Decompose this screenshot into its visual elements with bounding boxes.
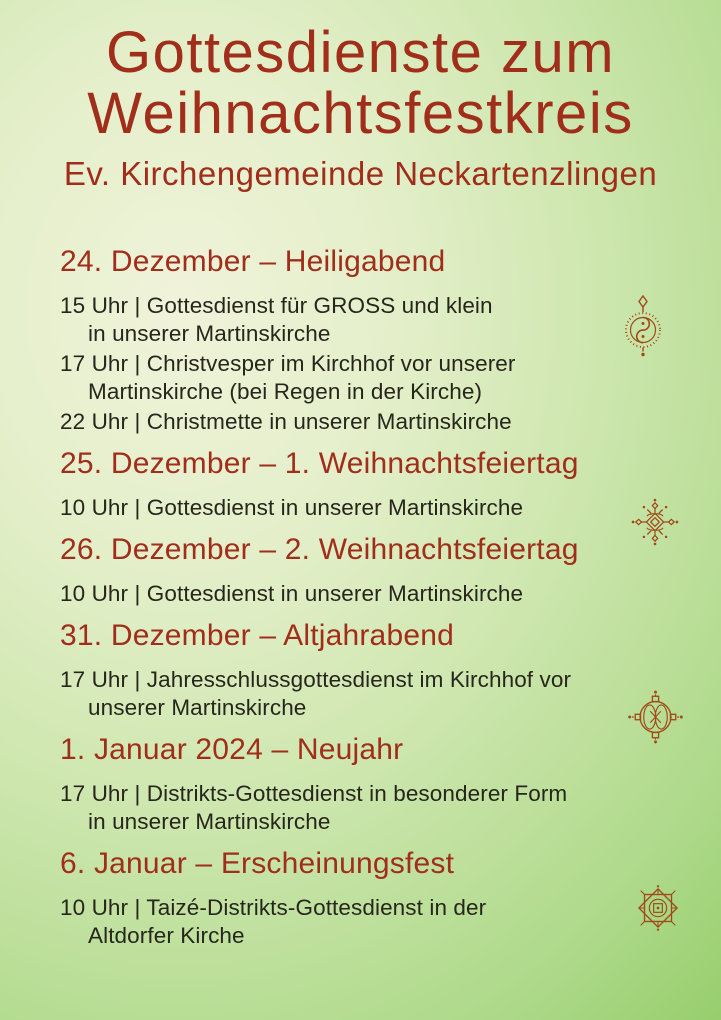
event-entry (60, 666, 660, 722)
event-heading: 6. Januar – Erscheinungsfest (60, 847, 455, 880)
event-heading: 25. Dezember – 1. Weihnachtsfeiertag (60, 447, 579, 480)
event-entry (60, 580, 660, 608)
event-heading: 24. Dezember – Heiligabend (60, 245, 446, 278)
poster-title (0, 22, 721, 144)
entry-line: 15 Uhr | Gottesdienst für GROSS und klein (60, 293, 493, 318)
title-line-2: Weihnachtsfestkreis (87, 81, 634, 146)
onion-mandala-ornament (616, 294, 670, 358)
event-section-erscheinungsfest (60, 846, 660, 950)
event-entry (60, 894, 660, 950)
event-heading: 26. Dezember – 2. Weihnachtsfeiertag (60, 533, 579, 566)
event-entry (60, 292, 660, 348)
entry-line: 10 Uhr | Taizé-Distrikts-Gottesdienst in der (60, 895, 487, 920)
title-line-1: Gottesdienste zum (105, 20, 616, 85)
entry-line: unserer Martinskirche (88, 695, 307, 720)
entry-line: 17 Uhr | Christvesper im Kirchhof vor unserer (60, 351, 516, 376)
entry-line: in unserer Martinskirche (88, 321, 331, 346)
entry-line: 17 Uhr | Jahresschlussgottesdienst im Kirchhof vor (60, 667, 572, 692)
orb-cross-mandala-ornament (627, 690, 684, 744)
entry-line: 10 Uhr | Gottesdienst in unserer Martinskirche (60, 581, 524, 606)
event-entry (60, 494, 660, 522)
event-section-2-weihnachtsfeiertag (60, 532, 660, 608)
entry-line: in unserer Martinskirche (88, 809, 331, 834)
snowflake-mandala-ornament (630, 496, 680, 548)
event-section-1-weihnachtsfeiertag (60, 446, 660, 522)
event-section-neujahr (60, 732, 660, 836)
entry-line: 17 Uhr | Distrikts-Gottesdienst in besonderer Form (60, 781, 568, 806)
poster-header (0, 0, 721, 192)
event-entry (60, 408, 660, 436)
event-section-heiligabend (60, 244, 660, 436)
star-mandala-ornament (632, 880, 684, 936)
entry-line: 22 Uhr | Christmette in unserer Martinskirche (60, 409, 512, 434)
event-heading: 31. Dezember – Altjahrabend (60, 619, 454, 652)
entry-line: Altdorfer Kirche (88, 923, 245, 948)
event-entry (60, 780, 660, 836)
poster-subtitle: Ev. Kirchengemeinde Neckartenzlingen (63, 155, 658, 192)
event-heading: 1. Januar 2024 – Neujahr (60, 733, 404, 766)
schedule (60, 244, 660, 950)
entry-line: Martinskirche (bei Regen in der Kirche) (88, 379, 483, 404)
entry-line: 10 Uhr | Gottesdienst in unserer Martinskirche (60, 495, 524, 520)
event-section-altjahrabend (60, 618, 660, 722)
event-entry (60, 350, 660, 406)
